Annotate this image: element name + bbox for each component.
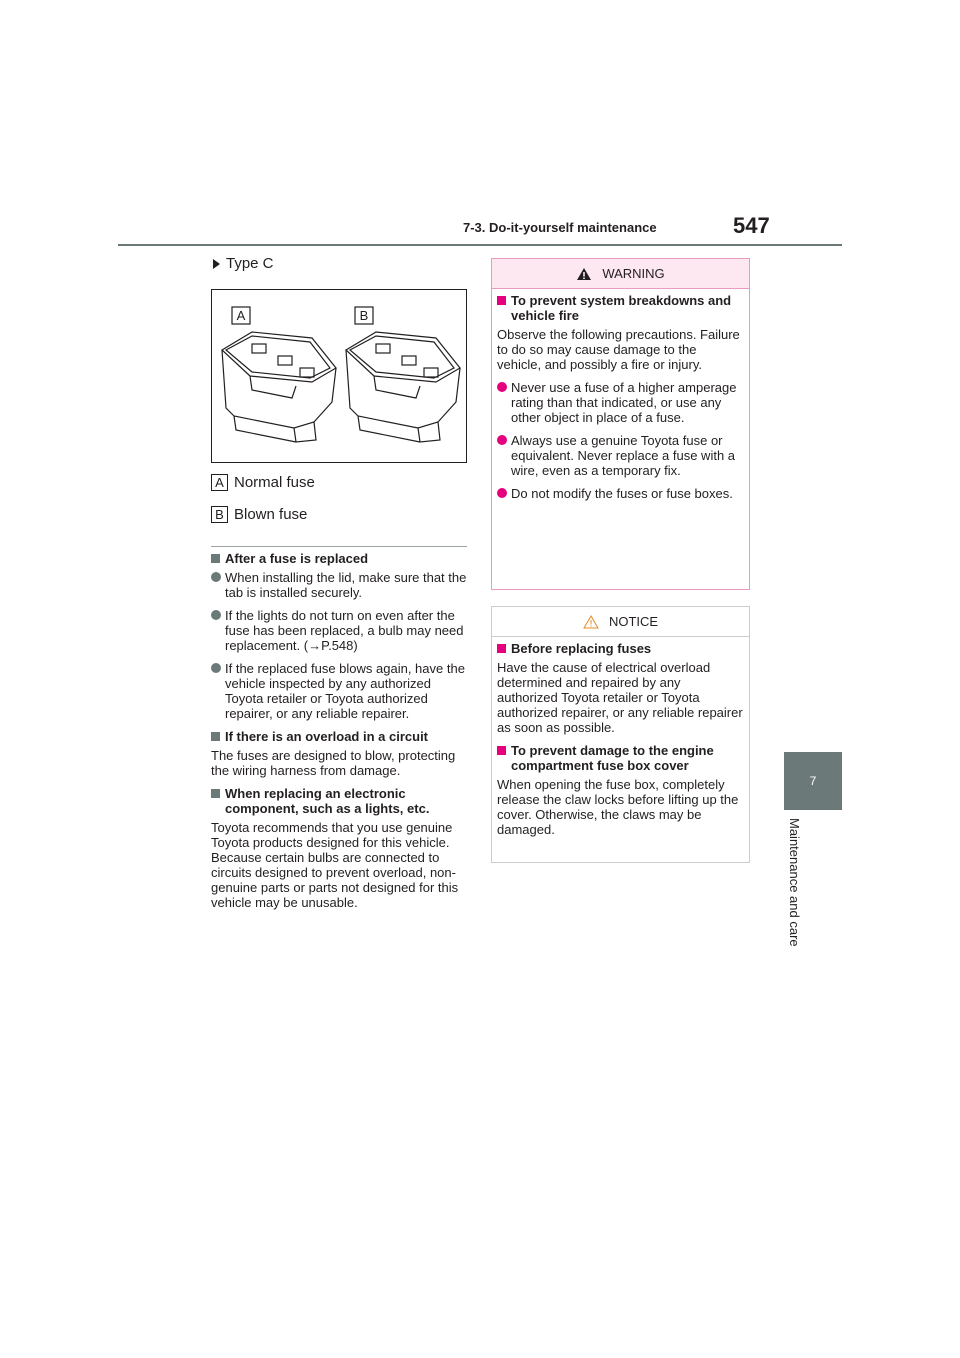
notice-box <box>491 606 750 863</box>
blown-fuse-shape <box>346 332 460 442</box>
warning-bullet <box>497 433 743 478</box>
notice-text: When opening the fuse box, completely release the claw locks before lifting up the cover. Otherwise, the claws may be damaged. <box>497 777 739 837</box>
notice-text: Have the cause of electrical overload determined and repaired by any authorized Toyota retailer or Toyota authorized repairer, or any reliable repairer as soon as possible. <box>497 660 743 735</box>
bullet-dot-icon <box>211 663 221 673</box>
warning-heading: To prevent system breakdowns and vehicle fire <box>497 293 743 323</box>
notice-heading: Before replacing fuses <box>497 641 743 656</box>
bullet-item <box>211 570 471 600</box>
section-text: Toyota recommends that you use genuine Toyota products designed for this vehicle. Because certain bulbs are connected to circuits designed to prevent overload, non-genuine parts or parts not designed for this vehicle may be unusable. <box>211 820 459 910</box>
label-a: A <box>236 308 246 323</box>
page-number: 547 <box>733 213 770 238</box>
column-divider <box>211 546 467 547</box>
bullet-dot-icon <box>497 382 507 392</box>
legend-normal-fuse <box>211 474 315 491</box>
section-title: 7-3. Do-it-yourself maintenance <box>463 220 657 235</box>
notice-body <box>492 637 749 837</box>
warning-intro: Observe the following precautions. Failure to do so may cause damage to the vehicle, and possibly a fire or injury. <box>497 327 740 372</box>
bullet-dot-icon <box>211 572 221 582</box>
bullet-dot-icon <box>497 435 507 445</box>
figure-heading-text: Type C <box>226 255 274 272</box>
notice-title: NOTICE <box>608 614 659 629</box>
notice-heading: To prevent damage to the engine compartment fuse box cover <box>497 743 743 773</box>
fuse-illustration <box>211 289 467 463</box>
bullet-item <box>211 608 471 653</box>
figure-heading <box>213 255 274 272</box>
warning-bullet <box>497 380 743 425</box>
label-b: B <box>359 308 369 323</box>
legend-blown-fuse <box>211 506 307 523</box>
warning-body <box>492 289 749 501</box>
header-rule <box>118 244 842 246</box>
section-text: The fuses are designed to blow, protecting the wiring harness from damage. <box>211 748 456 778</box>
legend-text-b: Blown fuse <box>234 506 308 523</box>
warning-bullet <box>497 486 743 501</box>
bullet-dot-icon <box>211 610 221 620</box>
bullet-text: Always use a genuine Toyota fuse or equivalent. Never replace a fuse with a wire, even as a temporary fix. <box>511 433 736 478</box>
bullet-text: Never use a fuse of a higher amperage rating than that indicated, or use any other object in place of a fuse. <box>511 380 737 425</box>
legend-key-b: B <box>211 506 228 523</box>
bullet-text: When installing the lid, make sure that the tab is installed securely. <box>225 570 467 600</box>
chapter-name <box>786 818 804 978</box>
normal-fuse-shape <box>222 332 336 442</box>
bullet-text: If the replaced fuse blows again, have the vehicle inspected by any authorized Toyota retailer or Toyota authorized repairer, or any reliable repairer. <box>225 661 465 721</box>
chapter-name-label: Maintenance and care <box>787 818 802 947</box>
notice-header <box>492 607 749 637</box>
bullet-item <box>211 661 471 721</box>
legend-key-a: A <box>211 474 228 491</box>
section-heading: When replacing an electronic component, such as a lights, etc. <box>211 786 471 816</box>
legend-text-a: Normal fuse <box>234 474 315 491</box>
section-heading: After a fuse is replaced <box>211 551 471 566</box>
bullet-text: Do not modify the fuses or fuse boxes. <box>511 486 733 501</box>
triangle-bullet-icon <box>213 259 220 269</box>
bullet-dot-icon <box>497 488 507 498</box>
chapter-tab: 7 <box>784 752 842 810</box>
left-column <box>211 551 471 918</box>
warning-header <box>492 259 749 289</box>
warning-triangle-icon <box>576 267 592 281</box>
warning-title: WARNING <box>602 266 665 281</box>
fuse-drawing <box>212 290 466 462</box>
bullet-text: If the lights do not turn on even after the fuse has been replaced, a bulb may need replacement. (→P.548) <box>225 608 464 653</box>
section-heading: If there is an overload in a circuit <box>211 729 471 744</box>
notice-triangle-icon <box>583 615 599 629</box>
warning-box <box>491 258 750 590</box>
